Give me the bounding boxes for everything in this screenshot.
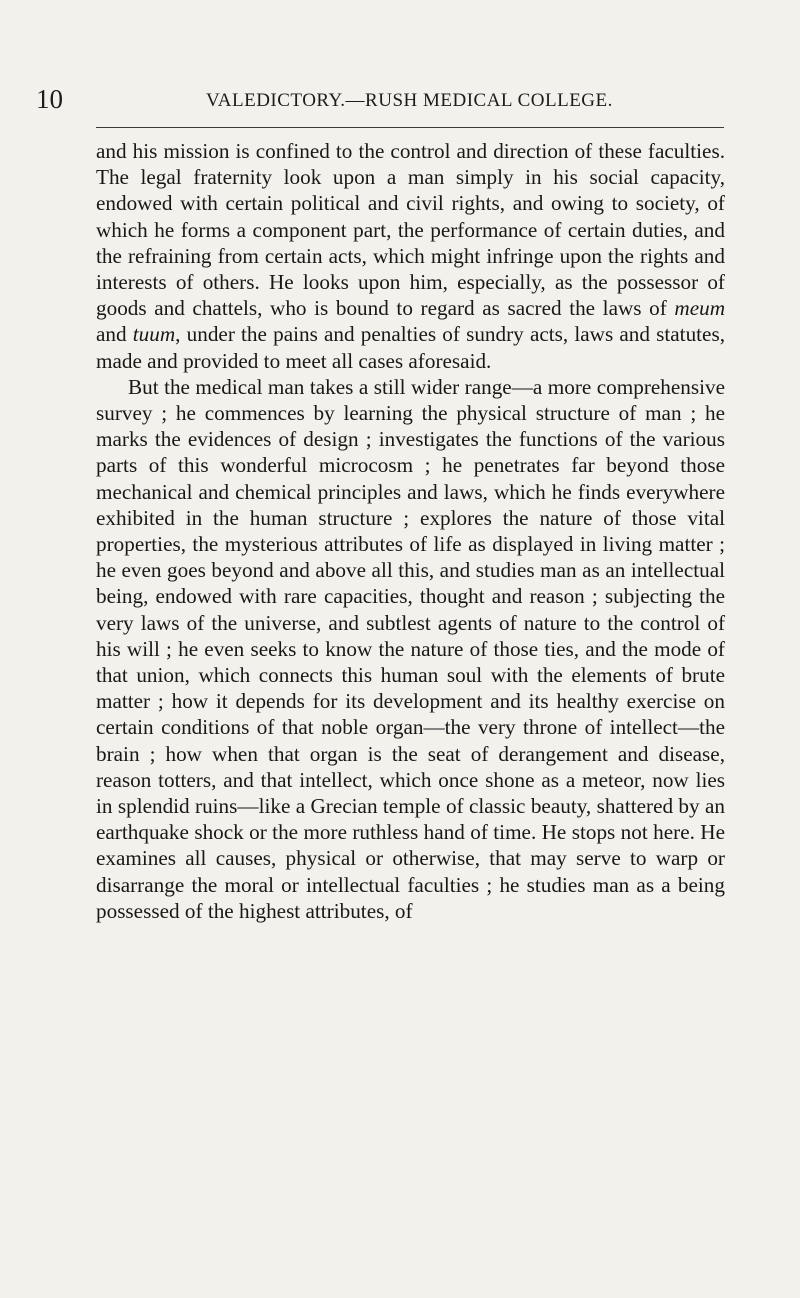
paragraph-1-text-and: and [96,322,133,347]
body-text [96,138,725,924]
header-rule [96,127,724,128]
running-head: VALEDICTORY.—RUSH MEDICAL COLLEGE. [206,90,613,111]
paragraph-1-text-b: , under the pains and penalties of sundry acts, laws and statutes, made and provided to meet all cases aforesaid. [96,322,725,373]
paragraph-1-text-a: and his mission is confined to the control and direction of these faculties. The legal fraternity look upon a man simply in his social capacity, endowed with certain political and civil rights, and owing to society, of which he forms a component part, the performance of certain duties, and the refraining from certain acts, which might infringe upon the rights and interests of others. He looks upon him, especially, as the possessor of goods and chattels, who is bound to regard as sacred the laws of [96,139,725,321]
page-header [36,82,766,122]
paragraph-1 [96,138,725,374]
italic-tuum: tuum [132,322,176,347]
page-number: 10 [36,84,63,114]
paragraph-2: But the medical man takes a still wider range—a more comprehensive survey ; he commences by learning the physical structure of man ; he marks the evidences of design ; investigates the functions of the various parts of this wonderful microcosm ; he penetrates far beyond those mechanical and chemical principles and laws, which he finds everywhere exhibited in the human structure ; explores the nature of those vital properties, the mysterious attributes of life as displayed in living matter ; he even goes beyond and above all this, and studies man as an intellectual being, endowed with rare capacities, thought and reason ; subjecting the very laws of the universe, and subtlest agents of nature to the control of his will ; he even seeks to know the nature of those ties, and the mode of that union, which connects this human soul with the elements of brute matter ; how it depends for its development and its healthy exercise on certain conditions of that noble organ—the very throne of intellect—the brain ; how when that organ is the seat of derangement and disease, reason totters, and that intellect, which once shone as a meteor, now lies in splendid ruins—like a Grecian temple of classic beauty, shattered by an earthquake shock or the more ruthless hand of time. He stops not here. He examines all causes, physical or otherwise, that may serve to warp or disarrange the moral or intellectual faculties ; he studies man as a being possessed of the highest attributes, of [96,374,725,923]
italic-meum: meum [674,296,725,321]
